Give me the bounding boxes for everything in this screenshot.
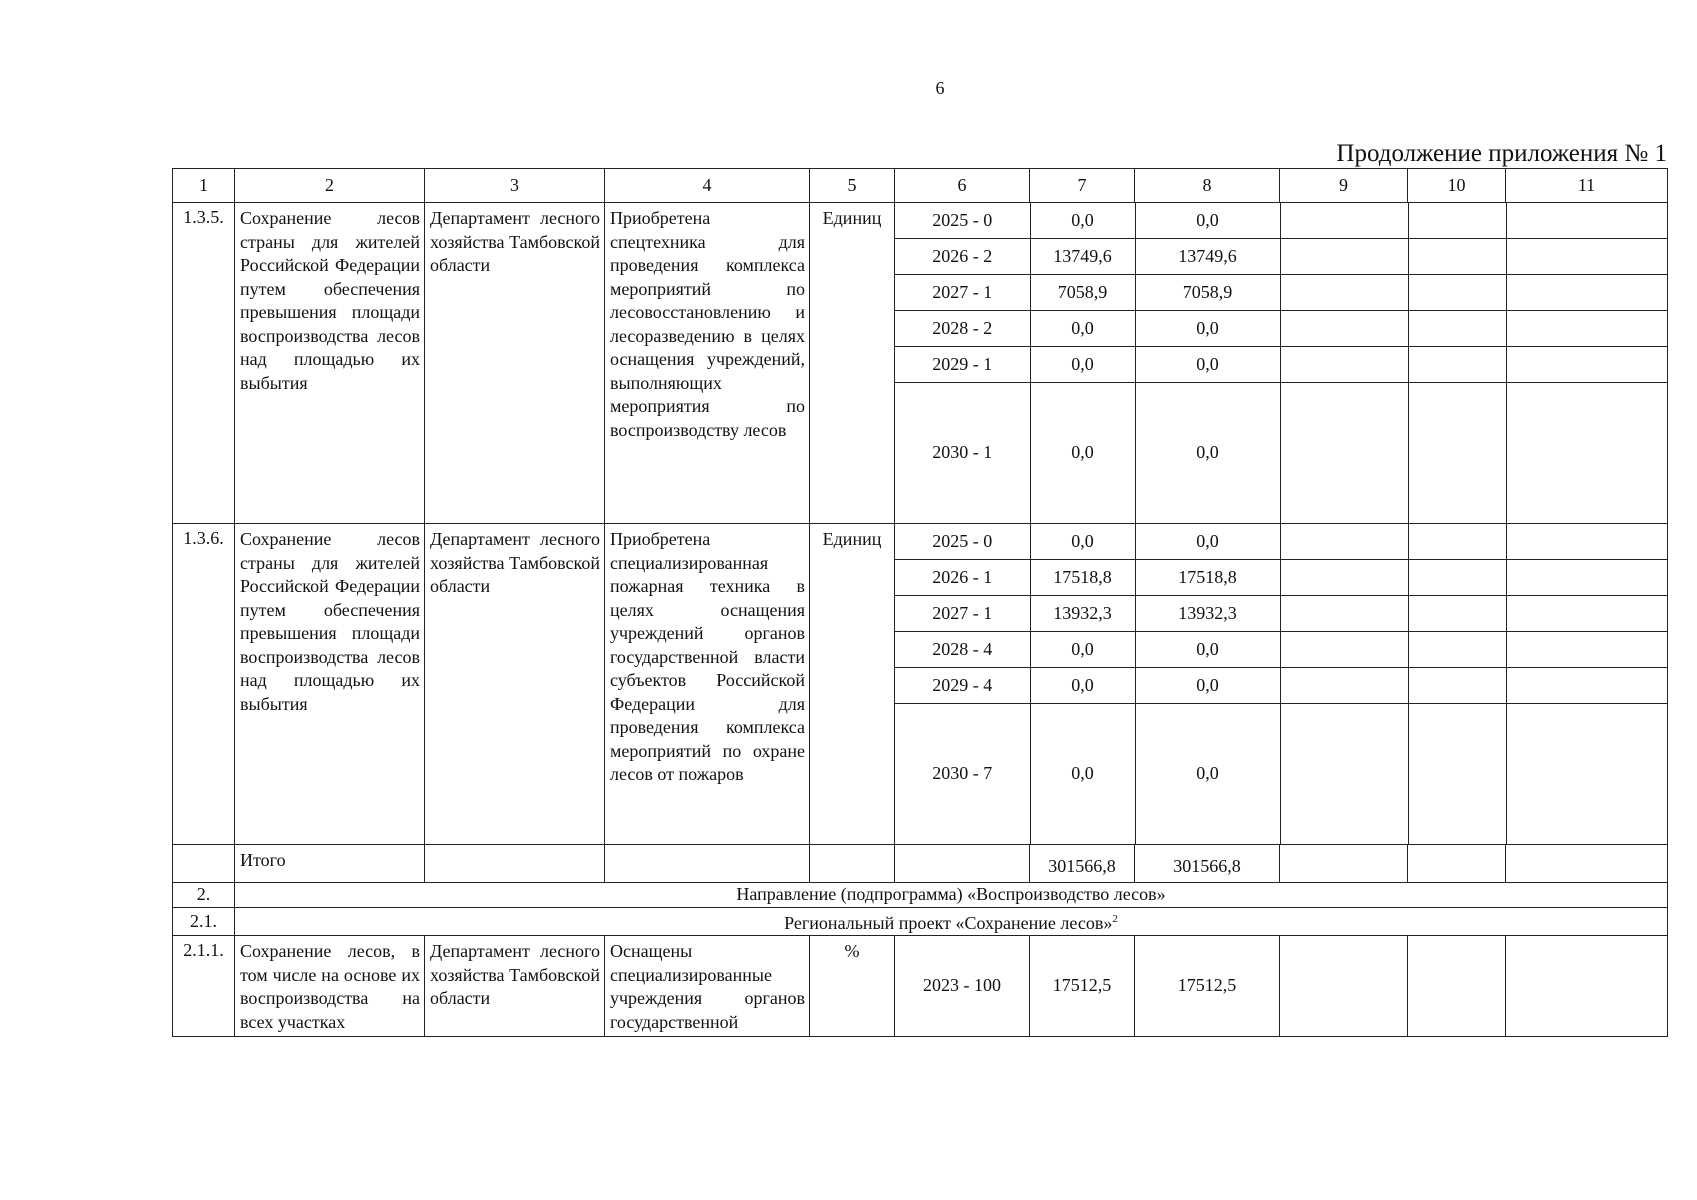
section-title: Направление (подпрограмма) «Воспроизводство лесов» xyxy=(235,883,1668,908)
value-col7: 0,0 xyxy=(1030,347,1135,383)
value-col7: 17512,5 xyxy=(1030,936,1135,1037)
table-row xyxy=(173,936,1668,1037)
year-breakdown xyxy=(895,524,1668,845)
year-cell: 2025 - 0 xyxy=(895,524,1030,560)
page-number: 6 xyxy=(935,78,945,98)
year-cell: 2030 - 1 xyxy=(932,442,993,463)
value-col7: 0,0 xyxy=(1030,203,1135,239)
total-row xyxy=(173,845,1668,883)
value-col8: 0,0 xyxy=(1135,704,1280,845)
value-col8: 17512,5 xyxy=(1135,936,1280,1037)
value-col8: 0,0 xyxy=(1135,524,1280,560)
year-cell: 2026 - 2 xyxy=(895,239,1030,275)
total-label: Итого xyxy=(235,845,425,883)
unit: Единиц xyxy=(810,524,895,845)
continuation-title: Продолжение приложения № 1 xyxy=(1336,140,1667,167)
row-number: 1.3.5. xyxy=(173,203,235,524)
year-cell: 2027 - 1 xyxy=(895,596,1030,632)
value-col7: 0,0 xyxy=(1030,632,1135,668)
result: Оснащены специализированные учреждения органов государственной xyxy=(605,936,810,1037)
header-cell: 9 xyxy=(1280,169,1408,203)
department: Департамент лесного хозяйства Тамбовской области xyxy=(425,936,605,1037)
value-col7: 17518,8 xyxy=(1030,560,1135,596)
unit: % xyxy=(810,936,895,1037)
year-cell: 2023 - 100 xyxy=(895,936,1030,1037)
year-cell: 2027 - 1 xyxy=(895,275,1030,311)
header-cell: 2 xyxy=(235,169,425,203)
section-number: 2. xyxy=(173,883,235,908)
header-cell: 1 xyxy=(173,169,235,203)
value-col7: 13932,3 xyxy=(1030,596,1135,632)
value-col7: 0,0 xyxy=(1030,524,1135,560)
footnote-mark: 2 xyxy=(1112,912,1118,925)
value-col8: 7058,9 xyxy=(1135,275,1280,311)
unit: Единиц xyxy=(810,203,895,524)
header-cell: 4 xyxy=(605,169,810,203)
header-cell: 5 xyxy=(810,169,895,203)
header-cell: 3 xyxy=(425,169,605,203)
year-cell: 2025 - 0 xyxy=(895,203,1030,239)
measure-name: Сохранение лесов, в том числе на основе их воспроизводства на всех участках xyxy=(235,936,425,1037)
measure-name: Сохранение лесов страны для жителей Российской Федерации путем обеспечения превышения площади воспроизводства лесов над площадью их выбытия xyxy=(235,524,425,845)
subsection-title-cell xyxy=(235,907,1668,936)
result: Приобретена спецтехника для проведения комплекса мероприятий по лесовосстановлению и лесоразведению в целях оснащения учреждений, выполняющих мероприятия по воспроизводству лесов xyxy=(605,203,810,524)
year-cell: 2029 - 1 xyxy=(895,347,1030,383)
department: Департамент лесного хозяйства Тамбовской области xyxy=(425,203,605,524)
row-number: 1.3.6. xyxy=(173,524,235,845)
year-breakdown xyxy=(895,203,1668,524)
header-cell: 8 xyxy=(1135,169,1280,203)
value-col7: 0,0 xyxy=(1030,383,1135,524)
header-cell: 6 xyxy=(895,169,1030,203)
total-col7: 301566,8 xyxy=(1030,845,1135,883)
value-col8: 0,0 xyxy=(1135,632,1280,668)
year-cell: 2030 - 7 xyxy=(932,763,993,784)
year-cell: 2026 - 1 xyxy=(895,560,1030,596)
table-row xyxy=(173,203,1668,524)
subsection-number: 2.1. xyxy=(173,907,235,936)
value-col8: 0,0 xyxy=(1135,347,1280,383)
subsection-title: Региональный проект «Сохранение лесов» xyxy=(784,912,1113,933)
result: Приобретена специализированная пожарная техника в целях оснащения учреждений органов государственной власти субъектов Российской Федерации для проведения комплекса мероприятий по охране лесов от пожаров xyxy=(605,524,810,845)
value-col7: 0,0 xyxy=(1030,311,1135,347)
value-col8: 17518,8 xyxy=(1135,560,1280,596)
header-row xyxy=(173,169,1668,203)
section-row xyxy=(173,883,1668,908)
total-col8: 301566,8 xyxy=(1135,845,1280,883)
value-col8: 0,0 xyxy=(1135,311,1280,347)
subsection-row xyxy=(173,907,1668,936)
header-cell: 11 xyxy=(1506,169,1668,203)
value-col8: 0,0 xyxy=(1135,383,1280,524)
header-cell: 10 xyxy=(1408,169,1506,203)
value-col8: 0,0 xyxy=(1135,668,1280,704)
value-col7: 0,0 xyxy=(1030,668,1135,704)
appendix-table xyxy=(172,168,1668,1037)
row-number: 2.1.1. xyxy=(173,936,235,1037)
value-col7: 13749,6 xyxy=(1030,239,1135,275)
department: Департамент лесного хозяйства Тамбовской области xyxy=(425,524,605,845)
measure-name: Сохранение лесов страны для жителей Российской Федерации путем обеспечения превышения площади воспроизводства лесов над площадью их выбытия xyxy=(235,203,425,524)
value-col7: 7058,9 xyxy=(1030,275,1135,311)
value-col7: 0,0 xyxy=(1030,704,1135,845)
year-cell: 2028 - 4 xyxy=(895,632,1030,668)
table-row xyxy=(173,524,1668,845)
header-cell: 7 xyxy=(1030,169,1135,203)
value-col8: 0,0 xyxy=(1135,203,1280,239)
year-cell: 2028 - 2 xyxy=(895,311,1030,347)
value-col8: 13932,3 xyxy=(1135,596,1280,632)
value-col8: 13749,6 xyxy=(1135,239,1280,275)
year-cell: 2029 - 4 xyxy=(895,668,1030,704)
